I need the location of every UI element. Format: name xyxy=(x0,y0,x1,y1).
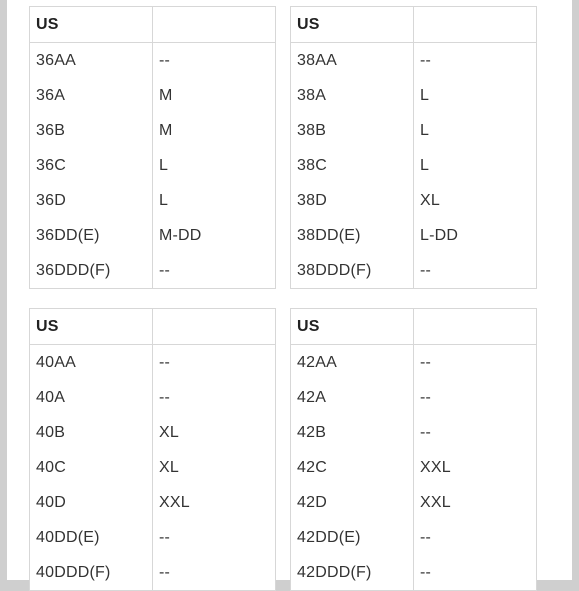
size-cell: XL xyxy=(153,450,276,485)
band-cup-cell: 42D xyxy=(297,493,327,511)
table-row xyxy=(291,380,537,415)
table-row xyxy=(291,555,537,591)
band-cup-cell: 36DDD(F) xyxy=(36,261,111,279)
table-header-row xyxy=(291,309,537,345)
header-cell-size xyxy=(153,309,276,345)
size-table-40 xyxy=(29,308,276,591)
band-cup-cell: 38AA xyxy=(297,51,337,69)
band-cup-cell: 42A xyxy=(297,388,327,406)
size-cell: L xyxy=(153,148,276,183)
table-row xyxy=(30,450,276,485)
band-cup-cell: 38A xyxy=(297,86,327,104)
size-cell: XL xyxy=(153,415,276,450)
band-cup-cell: 36B xyxy=(36,121,66,139)
table-row xyxy=(291,148,537,183)
table-header-row xyxy=(30,309,276,345)
band-cup-cell: 40B xyxy=(36,423,66,441)
band-cup-cell: 38D xyxy=(297,191,327,209)
size-cell: M-DD xyxy=(153,218,276,253)
size-cell: L xyxy=(414,148,537,183)
table-row xyxy=(30,183,276,218)
table-row xyxy=(30,415,276,450)
size-table-36 xyxy=(29,6,276,289)
size-cell: -- xyxy=(153,253,276,289)
size-cell: -- xyxy=(414,555,537,591)
band-cup-cell: 36AA xyxy=(36,51,76,69)
band-cup-cell: 42C xyxy=(297,458,327,476)
size-cell: M xyxy=(153,78,276,113)
band-cup-cell: 38C xyxy=(297,156,327,174)
table-row xyxy=(291,485,537,520)
header-cell-us: US xyxy=(291,309,414,345)
size-cell: -- xyxy=(414,380,537,415)
header-cell-size xyxy=(153,7,276,43)
size-cell: XXL xyxy=(414,450,537,485)
size-cell: -- xyxy=(153,345,276,381)
band-cup-cell: 40AA xyxy=(36,353,76,371)
table-row xyxy=(291,450,537,485)
band-cup-cell: 40A xyxy=(36,388,66,406)
band-cup-cell: 38B xyxy=(297,121,327,139)
table-row xyxy=(30,218,276,253)
size-cell: L xyxy=(414,113,537,148)
table-row xyxy=(30,380,276,415)
table-row xyxy=(291,415,537,450)
table-row xyxy=(291,218,537,253)
size-cell: -- xyxy=(414,43,537,79)
table-row xyxy=(30,43,276,79)
header-cell-size xyxy=(414,309,537,345)
band-cup-cell: 42AA xyxy=(297,353,337,371)
size-cell: XL xyxy=(414,183,537,218)
band-cup-cell: 38DDD(F) xyxy=(297,261,372,279)
size-cell: -- xyxy=(153,380,276,415)
size-cell: -- xyxy=(414,345,537,381)
size-cell: M xyxy=(153,113,276,148)
header-cell-size xyxy=(414,7,537,43)
band-cup-cell: 36C xyxy=(36,156,66,174)
size-cell: L xyxy=(153,183,276,218)
size-chart-page xyxy=(7,0,572,580)
table-row xyxy=(291,78,537,113)
table-row xyxy=(291,183,537,218)
band-cup-cell: 42B xyxy=(297,423,327,441)
size-cell: -- xyxy=(153,520,276,555)
size-table-38 xyxy=(290,6,537,289)
size-cell: -- xyxy=(414,415,537,450)
band-cup-cell: 38DD(E) xyxy=(297,226,361,244)
size-cell: -- xyxy=(153,555,276,591)
header-cell-us: US xyxy=(30,309,153,345)
table-header-row xyxy=(291,7,537,43)
table-row xyxy=(291,113,537,148)
band-cup-cell: 36A xyxy=(36,86,66,104)
table-row xyxy=(30,520,276,555)
size-cell: XXL xyxy=(414,485,537,520)
size-cell: L-DD xyxy=(414,218,537,253)
band-cup-cell: 40DD(E) xyxy=(36,528,100,546)
band-cup-cell: 40C xyxy=(36,458,66,476)
table-row xyxy=(30,485,276,520)
size-cell: -- xyxy=(153,43,276,79)
band-cup-cell: 36DD(E) xyxy=(36,226,100,244)
size-table-42 xyxy=(290,308,537,591)
table-row xyxy=(30,345,276,381)
table-header-row xyxy=(30,7,276,43)
size-cell: XXL xyxy=(153,485,276,520)
table-row xyxy=(30,555,276,591)
table-row xyxy=(291,345,537,381)
table-row xyxy=(30,253,276,289)
size-cell: -- xyxy=(414,520,537,555)
band-cup-cell: 42DD(E) xyxy=(297,528,361,546)
band-cup-cell: 42DDD(F) xyxy=(297,563,372,581)
header-cell-us: US xyxy=(291,7,414,43)
table-row xyxy=(291,253,537,289)
band-cup-cell: 40DDD(F) xyxy=(36,563,111,581)
table-row xyxy=(291,520,537,555)
size-cell: -- xyxy=(414,253,537,289)
band-cup-cell: 40D xyxy=(36,493,66,511)
table-row xyxy=(30,113,276,148)
table-row xyxy=(30,148,276,183)
table-row xyxy=(30,78,276,113)
table-row xyxy=(291,43,537,79)
size-cell: L xyxy=(414,78,537,113)
band-cup-cell: 36D xyxy=(36,191,66,209)
header-cell-us: US xyxy=(30,7,153,43)
